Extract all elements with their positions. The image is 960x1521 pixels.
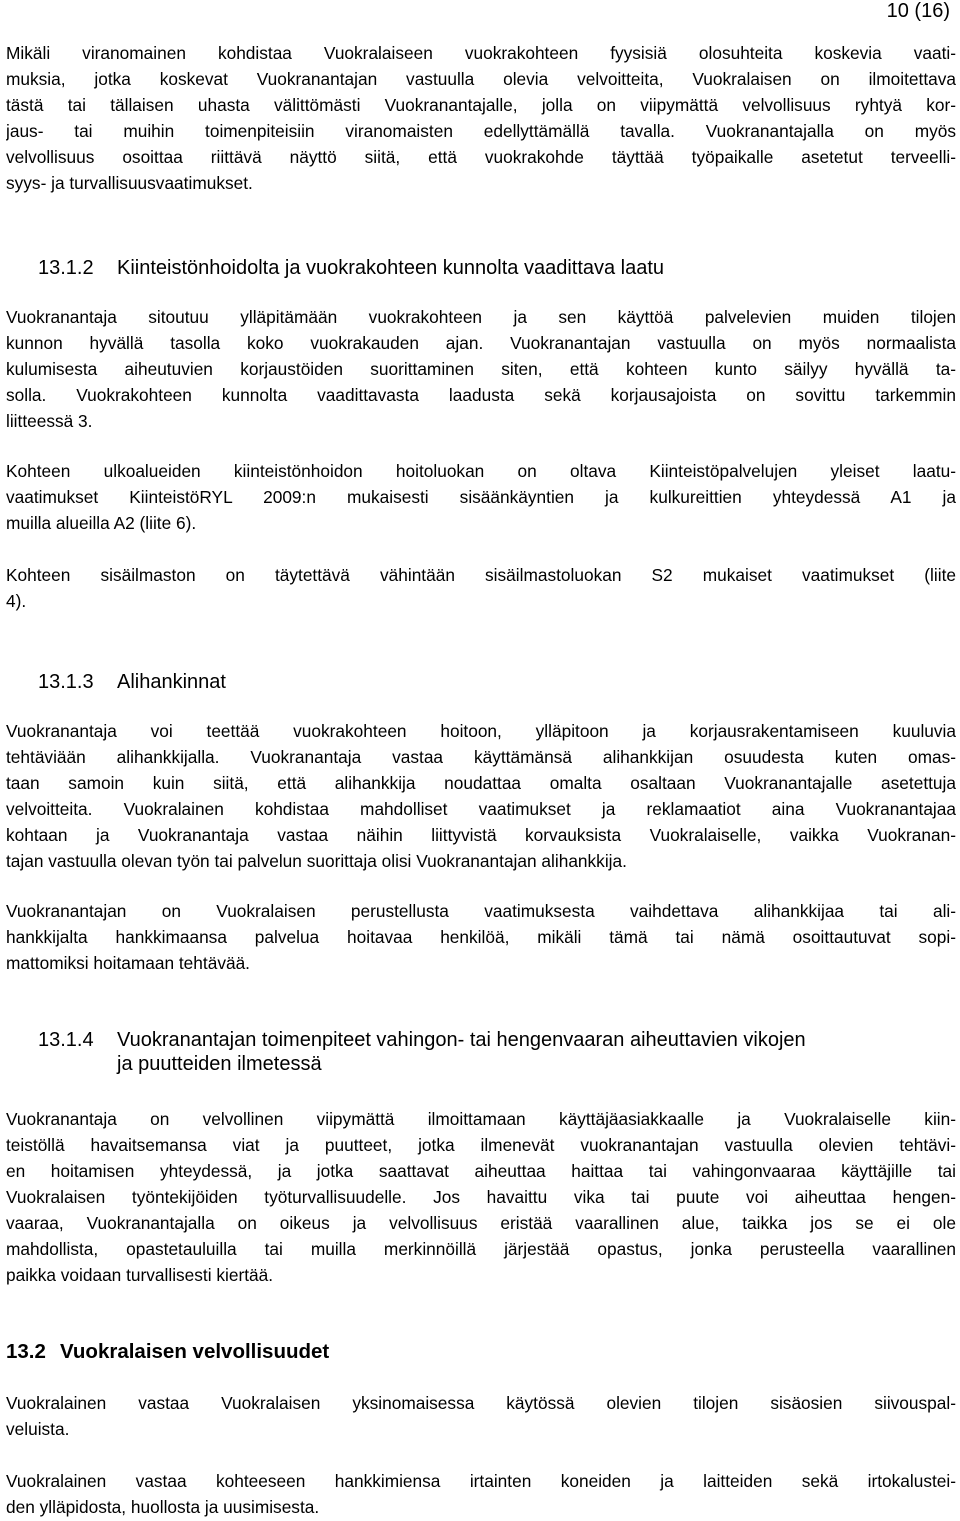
section-number: 13.1.4 bbox=[38, 1029, 94, 1051]
section-number: 13.1.2 bbox=[38, 257, 94, 279]
paragraph-maintenance-quality bbox=[6, 304, 956, 434]
paragraph-subcontractor-change bbox=[6, 898, 956, 976]
text-line: veluista. bbox=[6, 1419, 70, 1439]
text-line: Vuokralainen vastaa Vuokralaisen yksinomaisessa käytössä olevien tilojen sisäosien siivouspal- bbox=[6, 1393, 956, 1413]
section-number: 13.1.3 bbox=[38, 671, 94, 693]
text-line: Vuokranantaja voi teettää vuokrakohteen hoitoon, ylläpitoon ja korjausrakentamiseen kuuluvia bbox=[6, 721, 956, 741]
text-line: Vuokralainen vastaa kohteeseen hankkimiensa irtainten koneiden ja laitteiden sekä irtokalustei- bbox=[6, 1471, 956, 1491]
section-title-continued: ja puutteiden ilmetessä bbox=[117, 1053, 322, 1075]
text-line: Mikäli viranomainen kohdistaa Vuokralaiseen vuokrakohteen fyysisiä olosuhteita koskevia vaati- bbox=[6, 43, 956, 63]
text-line: kulumisesta aiheutuvien korjaustöiden suorittaminen siten, että kohteen kunto säilyy hyvällä ta- bbox=[6, 359, 956, 379]
text-line: velvollisuus osoittaa riittävä näyttö siitä, että vuokrakohde täyttää työpaikalle asetetut terveelli- bbox=[6, 147, 956, 167]
text-line: Vuokralaisen työntekijöiden työturvallisuudelle. Jos havaittu vika tai puute voi aiheuttaa hengen- bbox=[6, 1187, 956, 1207]
page-number: 10 (16) bbox=[886, 0, 950, 22]
section-title: Vuokranantajan toimenpiteet vahingon- tai hengenvaaran aiheuttavien vikojen bbox=[117, 1029, 806, 1051]
text-line: vaatimukset KiinteistöRYL 2009:n mukaisesti sisäänkäyntien ja kulkureittien yhteydessä A1 ja bbox=[6, 487, 956, 507]
text-line: tästä tai tällaisen uhasta välittömästi Vuokranantajalle, jolla on viipymättä velvollisuus ryhtyä kor- bbox=[6, 95, 956, 115]
text-line: Kohteen ulkoalueiden kiinteistönhoidon hoitoluokan on oltava Kiinteistöpalvelujen yleiset laatu- bbox=[6, 461, 956, 481]
paragraph-authority-requirements bbox=[6, 40, 956, 196]
paragraph-outdoor-areas bbox=[6, 458, 956, 536]
paragraph-equipment-maintenance bbox=[6, 1468, 956, 1520]
text-line: vaaraa, Vuokranantajalla on oikeus ja velvollisuus eristää vaarallinen alue, taikka jos se ei ole bbox=[6, 1213, 956, 1233]
section-heading-13-1-3 bbox=[38, 670, 226, 694]
paragraph-hazard-measures bbox=[6, 1106, 956, 1288]
text-line: Vuokranantaja on velvollinen viipymättä ilmoittamaan käyttäjäasiakkaalle ja Vuokralaiselle kiin- bbox=[6, 1109, 956, 1129]
text-line: tehtäviään alihankkijalla. Vuokranantaja vastaa käyttämänsä alihankkijan osuudesta kuten omas- bbox=[6, 747, 956, 767]
text-line: mattomiksi hoitamaan tehtävää. bbox=[6, 953, 250, 973]
section-heading-13-1-2 bbox=[38, 256, 664, 280]
paragraph-indoor-climate bbox=[6, 562, 956, 614]
paragraph-subcontracting bbox=[6, 718, 956, 874]
text-line: muksia, jotka koskevat Vuokranantajan vastuulla olevia velvoitteita, Vuokralaisen on ilmoitettava bbox=[6, 69, 956, 89]
text-line: muilla alueilla A2 (liite 6). bbox=[6, 513, 197, 533]
text-line: tajan vastuulla olevan työn tai palvelun suorittaja olisi Vuokranantajan alihankkija. bbox=[6, 851, 627, 871]
text-line: velvoitteita. Vuokralainen kohdistaa mahdolliset vaatimukset ja reklamaatiot aina Vuokranantajaa bbox=[6, 799, 956, 819]
text-line: Kohteen sisäilmaston on täytettävä vähintään sisäilmastoluokan S2 mukaiset vaatimukset (liite bbox=[6, 565, 956, 585]
text-line: teistöllä havaitsemansa viat ja puutteet, jotka ilmenevät vuokranantajan vastuulla olevien tehtävi- bbox=[6, 1135, 956, 1155]
text-line: Vuokranantajan on Vuokralaisen perustellusta vaatimuksesta vaihdettava alihankkijaa tai ali- bbox=[6, 901, 956, 921]
text-line: kohtaan ja Vuokranantaja vastaa näihin liittyvistä korvauksista Vuokralaiselle, vaikka Vuokranan- bbox=[6, 825, 956, 845]
text-line: taan samoin kuin siitä, että alihankkija noudattaa omalta osaltaan Vuokranantajalle asetettuja bbox=[6, 773, 956, 793]
section-title: Vuokralaisen velvollisuudet bbox=[60, 1340, 330, 1363]
text-line: mahdollista, opastetauluilla tai muilla merkinnöillä järjestää opastus, jonka perusteella vaarallinen bbox=[6, 1239, 956, 1259]
section-number: 13.2 bbox=[6, 1340, 46, 1363]
text-line: 4). bbox=[6, 591, 27, 611]
paragraph-cleaning-services bbox=[6, 1390, 956, 1442]
text-line: den ylläpidosta, huollosta ja uusimisesta. bbox=[6, 1497, 320, 1517]
section-title: Kiinteistönhoidolta ja vuokrakohteen kunnolta vaadittava laatu bbox=[117, 257, 665, 279]
text-line: jaus- tai muihin toimenpiteisiin viranomaisten edellyttämällä tavalla. Vuokranantajalla on myös bbox=[6, 121, 956, 141]
text-line: paikka voidaan turvallisesti kiertää. bbox=[6, 1265, 274, 1285]
section-heading-13-2 bbox=[6, 1340, 329, 1364]
section-title: Alihankinnat bbox=[117, 671, 226, 693]
text-line: Vuokranantaja sitoutuu ylläpitämään vuokrakohteen ja sen käyttöä palvelevien muiden tilojen bbox=[6, 307, 956, 327]
text-line: hankkijalta hankkimaansa palvelua hoitavaa henkilöä, mikäli tämä tai nämä osoittautuvat sopi- bbox=[6, 927, 956, 947]
text-line: liitteessä 3. bbox=[6, 411, 93, 431]
text-line: solla. Vuokrakohteen kunnolta vaadittavasta laadusta sekä korjausajoista on sovittu tarkemmin bbox=[6, 385, 956, 405]
text-line: en hoitamisen yhteydessä, ja jotka saattavat aiheuttaa haittaa tai vahingonvaaraa käyttäjille tai bbox=[6, 1161, 956, 1181]
section-heading-13-1-4 bbox=[38, 1028, 806, 1076]
text-line: kunnon hyvällä tasolla koko vuokrakauden ajan. Vuokranantajan vastuulla on myös normaalista bbox=[6, 333, 956, 353]
text-line: syys- ja turvallisuusvaatimukset. bbox=[6, 173, 253, 193]
